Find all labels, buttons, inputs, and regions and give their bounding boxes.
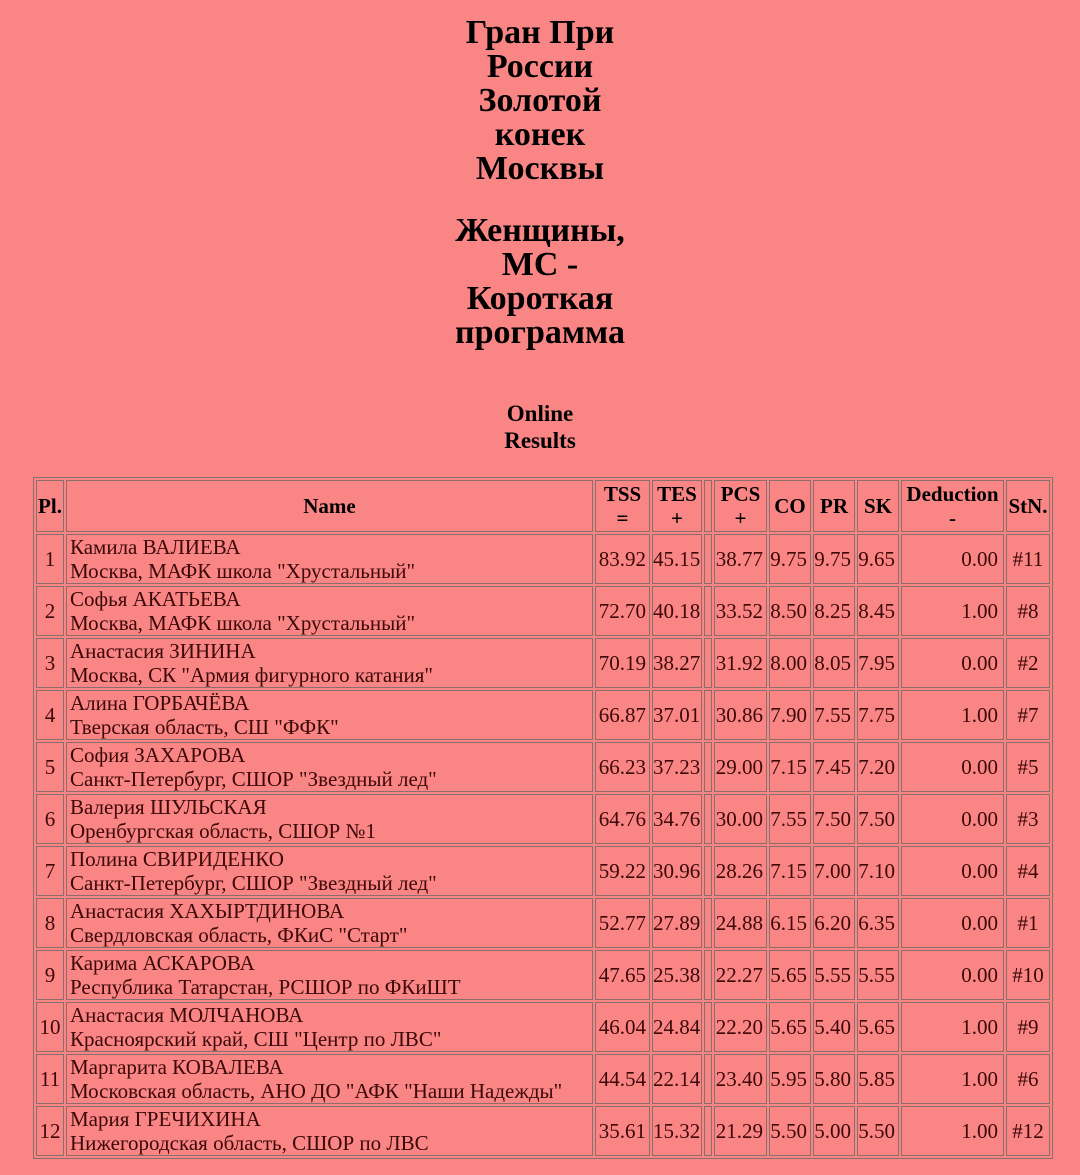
place-cell: 7 [36,846,64,896]
col-header-deduction-label: Deduction [906,482,999,506]
stn-cell: #7 [1006,690,1050,740]
tes-cell: 30.96 [652,846,702,896]
tes-cell: 40.18 [652,586,702,636]
online-results-line: Online [506,401,574,426]
spacer-cell [704,846,712,896]
tes-cell: 37.01 [652,690,702,740]
place-cell: 4 [36,690,64,740]
deduction-cell: 0.00 [901,638,1004,688]
place-cell: 2 [36,586,64,636]
pcs-cell: 38.77 [714,534,767,584]
skater-name: Анастасия ЗИНИНА [70,639,256,663]
sk-cell: 5.50 [857,1106,899,1156]
spacer-cell [704,898,712,948]
skater-cell [66,586,593,636]
pr-cell: 9.75 [813,534,855,584]
spacer-cell [704,950,712,1000]
col-header-name-label: Name [303,494,356,518]
spacer-cell [704,1002,712,1052]
results-header-row [36,480,1050,532]
pr-cell: 7.50 [813,794,855,844]
col-header-tes-label: TES [657,482,697,506]
skater-cell [66,950,593,1000]
skater-name: Валерия ШУЛЬСКАЯ [70,795,267,819]
result-row [36,794,1050,844]
tss-cell: 47.65 [595,950,650,1000]
col-header-co-label: CO [774,494,806,518]
sk-cell: 7.10 [857,846,899,896]
col-header-sk-label: SK [863,494,892,518]
result-row [36,950,1050,1000]
stn-cell: #11 [1006,534,1050,584]
event-title-line: Москвы [475,150,605,187]
place-cell: 5 [36,742,64,792]
co-cell: 8.50 [769,586,811,636]
col-header-pr-label: PR [820,494,848,518]
co-cell: 7.15 [769,846,811,896]
col-header-stn-label: StN. [1008,494,1048,518]
tss-cell: 64.76 [595,794,650,844]
pr-cell: 5.40 [813,1002,855,1052]
pr-cell: 7.45 [813,742,855,792]
pr-cell: 5.80 [813,1054,855,1104]
skater-name: Алина ГОРБАЧЁВА [70,691,250,715]
co-cell: 8.00 [769,638,811,688]
deduction-cell: 0.00 [901,534,1004,584]
skater-cell [66,638,593,688]
place-cell: 11 [36,1054,64,1104]
tss-cell: 66.87 [595,690,650,740]
skater-club: Свердловская область, ФКиС "Старт" [70,923,408,947]
pcs-cell: 31.92 [714,638,767,688]
tss-cell: 35.61 [595,1106,650,1156]
tes-cell: 15.32 [652,1106,702,1156]
co-cell: 9.75 [769,534,811,584]
page-header [0,0,1080,454]
col-header-deduction-sub: - [949,506,956,530]
skater-cell [66,794,593,844]
deduction-cell: 1.00 [901,1054,1004,1104]
skater-club: Красноярский край, СШ "Центр по ЛВС" [70,1027,442,1051]
spacer-cell [704,586,712,636]
col-header-tss [595,480,650,532]
deduction-cell: 0.00 [901,898,1004,948]
skater-name: Анастасия ХАХЫРТДИНОВА [70,899,345,923]
deduction-cell: 1.00 [901,1106,1004,1156]
col-header-sk [857,480,899,532]
col-header-deduction [901,480,1004,532]
co-cell: 7.55 [769,794,811,844]
skater-name: Софья АКАТЬЕВА [70,587,241,611]
result-row [36,846,1050,896]
event-title-line: конек [494,116,586,153]
pcs-cell: 29.00 [714,742,767,792]
col-header-pcs [714,480,767,532]
col-header-pr [813,480,855,532]
co-cell: 5.65 [769,950,811,1000]
stn-cell: #1 [1006,898,1050,948]
place-cell: 8 [36,898,64,948]
event-title [0,16,1080,186]
stn-cell: #5 [1006,742,1050,792]
place-cell: 1 [36,534,64,584]
pcs-cell: 33.52 [714,586,767,636]
co-cell: 5.50 [769,1106,811,1156]
skater-club: Санкт-Петербург, СШОР "Звездный лед" [70,871,437,895]
tes-cell: 34.76 [652,794,702,844]
result-row [36,742,1050,792]
deduction-cell: 1.00 [901,586,1004,636]
sk-cell: 5.55 [857,950,899,1000]
event-title-line: России [486,48,594,85]
result-row [36,898,1050,948]
skater-name: София ЗАХАРОВА [70,743,246,767]
tes-cell: 27.89 [652,898,702,948]
tss-cell: 72.70 [595,586,650,636]
skater-cell [66,1002,593,1052]
col-header-tes-sub: + [671,506,683,530]
skater-cell [66,690,593,740]
deduction-cell: 0.00 [901,794,1004,844]
skater-club: Москва, МАФК школа "Хрустальный" [70,611,416,635]
col-header-co [769,480,811,532]
sk-cell: 5.65 [857,1002,899,1052]
tss-cell: 83.92 [595,534,650,584]
spacer-cell [704,690,712,740]
skater-cell [66,846,593,896]
deduction-cell: 1.00 [901,1002,1004,1052]
tes-cell: 24.84 [652,1002,702,1052]
pcs-cell: 22.27 [714,950,767,1000]
stn-cell: #8 [1006,586,1050,636]
place-cell: 10 [36,1002,64,1052]
skater-cell [66,1106,593,1156]
co-cell: 6.15 [769,898,811,948]
segment-title-line: Короткая [466,280,614,317]
stn-cell: #2 [1006,638,1050,688]
co-cell: 7.90 [769,690,811,740]
stn-cell: #4 [1006,846,1050,896]
result-row [36,1002,1050,1052]
pr-cell: 5.55 [813,950,855,1000]
pr-cell: 5.00 [813,1106,855,1156]
tes-cell: 25.38 [652,950,702,1000]
spacer-cell [704,742,712,792]
skater-name: Камила ВАЛИЕВА [70,535,241,559]
result-row [36,638,1050,688]
segment-title-line: Женщины, [455,212,625,249]
col-header-spacer [704,480,712,532]
skater-club: Нижегородская область, СШОР по ЛВС [70,1131,429,1155]
spacer-cell [704,794,712,844]
result-row [36,1054,1050,1104]
tss-cell: 52.77 [595,898,650,948]
deduction-cell: 0.00 [901,742,1004,792]
place-cell: 12 [36,1106,64,1156]
tss-cell: 59.22 [595,846,650,896]
deduction-cell: 1.00 [901,690,1004,740]
col-header-stn [1006,480,1050,532]
online-results-label [0,400,1080,454]
skater-name: Полина СВИРИДЕНКО [70,847,284,871]
pr-cell: 7.55 [813,690,855,740]
segment-title-line: программа [455,314,625,351]
skater-name: Мария ГРЕЧИХИНА [70,1107,261,1131]
col-header-place-label: Pl. [38,494,62,518]
deduction-cell: 0.00 [901,846,1004,896]
event-title-line: Золотой [478,82,602,119]
skater-cell [66,742,593,792]
skater-club: Москва, МАФК школа "Хрустальный" [70,559,416,583]
sk-cell: 7.75 [857,690,899,740]
tss-cell: 70.19 [595,638,650,688]
tss-cell: 44.54 [595,1054,650,1104]
pr-cell: 8.25 [813,586,855,636]
skater-club: Республика Татарстан, РСШОР по ФКиШТ [70,975,461,999]
place-cell: 6 [36,794,64,844]
skater-name: Анастасия МОЛЧАНОВА [70,1003,304,1027]
skater-name: Маргарита КОВАЛЕВА [70,1055,284,1079]
tss-cell: 66.23 [595,742,650,792]
stn-cell: #10 [1006,950,1050,1000]
pcs-cell: 30.00 [714,794,767,844]
sk-cell: 7.50 [857,794,899,844]
col-header-tss-label: TSS [603,482,642,506]
col-header-place [36,480,64,532]
sk-cell: 8.45 [857,586,899,636]
result-row [36,1106,1050,1156]
skater-club: Москва, СК "Армия фигурного катания" [70,663,433,687]
tes-cell: 37.23 [652,742,702,792]
co-cell: 5.95 [769,1054,811,1104]
stn-cell: #9 [1006,1002,1050,1052]
skater-cell [66,898,593,948]
skater-club: Оренбургская область, СШОР №1 [70,819,377,843]
results-body [36,534,1050,1156]
sk-cell: 7.20 [857,742,899,792]
spacer-cell [704,638,712,688]
result-row [36,690,1050,740]
event-title-line: Гран При [465,14,615,51]
tes-cell: 22.14 [652,1054,702,1104]
spacer-cell [704,534,712,584]
segment-title-line: МС - [501,246,579,283]
skater-name: Карима АСКАРОВА [70,951,255,975]
pr-cell: 7.00 [813,846,855,896]
col-header-tss-sub: = [616,506,629,530]
skater-cell [66,1054,593,1104]
tss-cell: 46.04 [595,1002,650,1052]
online-results-line: Results [504,428,576,453]
place-cell: 9 [36,950,64,1000]
segment-title [0,214,1080,350]
pcs-cell: 24.88 [714,898,767,948]
pr-cell: 6.20 [813,898,855,948]
co-cell: 7.15 [769,742,811,792]
skater-club: Санкт-Петербург, СШОР "Звездный лед" [70,767,437,791]
spacer-cell [704,1106,712,1156]
pcs-cell: 23.40 [714,1054,767,1104]
result-row [36,534,1050,584]
pcs-cell: 22.20 [714,1002,767,1052]
skater-club: Московская область, АНО ДО "АФК "Наши Надежды" [70,1079,563,1103]
place-cell: 3 [36,638,64,688]
pr-cell: 8.05 [813,638,855,688]
col-header-pcs-sub: + [734,506,747,530]
pcs-cell: 21.29 [714,1106,767,1156]
tes-cell: 45.15 [652,534,702,584]
col-header-tes [652,480,702,532]
sk-cell: 7.95 [857,638,899,688]
tes-cell: 38.27 [652,638,702,688]
stn-cell: #12 [1006,1106,1050,1156]
result-row [36,586,1050,636]
col-header-name [66,480,593,532]
sk-cell: 5.85 [857,1054,899,1104]
sk-cell: 9.65 [857,534,899,584]
results-table [33,477,1053,1159]
pcs-cell: 30.86 [714,690,767,740]
pcs-cell: 28.26 [714,846,767,896]
deduction-cell: 0.00 [901,950,1004,1000]
stn-cell: #6 [1006,1054,1050,1104]
skater-club: Тверская область, СШ "ФФК" [70,715,339,739]
col-header-pcs-label: PCS [720,482,761,506]
stn-cell: #3 [1006,794,1050,844]
spacer-cell [704,1054,712,1104]
co-cell: 5.65 [769,1002,811,1052]
sk-cell: 6.35 [857,898,899,948]
skater-cell [66,534,593,584]
